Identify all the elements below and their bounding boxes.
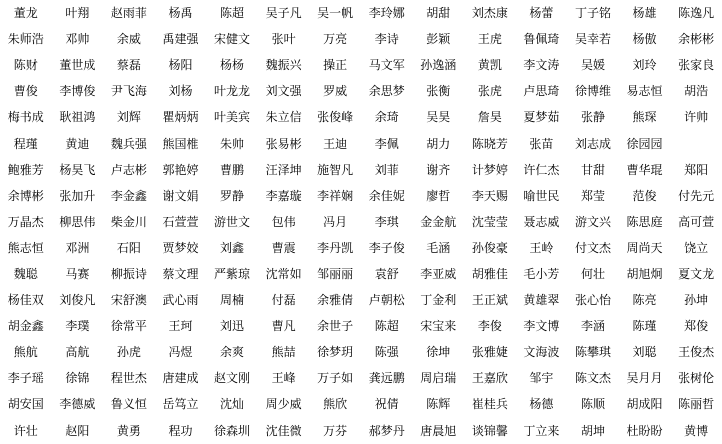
- name-cell: 陈逸凡: [678, 6, 715, 21]
- name-cell: 沈佳微: [265, 423, 302, 438]
- name-cell: 熊琛: [632, 110, 657, 125]
- name-cell: 余佳妮: [368, 188, 405, 203]
- name-cell: 黄博: [684, 423, 709, 438]
- name-cell: 陈财: [13, 58, 38, 73]
- name-cell: 熊志恒: [7, 240, 44, 255]
- name-cell: 刘迅: [220, 319, 245, 334]
- name-cell: 邹丽丽: [317, 266, 354, 281]
- name-cell: 邓洲: [65, 240, 90, 255]
- name-cell: 黄凯: [477, 58, 502, 73]
- name-cell: 李金鑫: [110, 188, 147, 203]
- name-cell: 吴幸若: [574, 32, 611, 47]
- name-cell: 卢思琦: [523, 84, 560, 99]
- name-cell: 胡甜: [426, 6, 451, 21]
- name-cell: 张加升: [59, 188, 96, 203]
- name-cell: 施智凡: [317, 162, 354, 177]
- name-cell: 刘志成: [574, 136, 611, 151]
- name-cell: 唐晨旭: [420, 423, 457, 438]
- name-cell: 夏梦茹: [523, 110, 560, 125]
- name-cell: 陈超: [220, 6, 245, 21]
- name-cell: 徐园园: [626, 136, 663, 151]
- name-cell: 孙坤: [684, 293, 709, 308]
- name-cell: 曹震: [271, 240, 296, 255]
- name-cell: 陈强: [374, 345, 399, 360]
- name-cell: 王正斌: [471, 293, 508, 308]
- name-cell: 罗静: [220, 188, 245, 203]
- name-cell: 黄勇: [116, 423, 141, 438]
- name-cell: 万芬: [323, 423, 348, 438]
- name-cell: 包伟: [271, 214, 296, 229]
- name-cell: 王岭: [529, 240, 554, 255]
- name-cell: 李亚威: [420, 266, 457, 281]
- name-cell: 游世文: [214, 214, 251, 229]
- name-cell: 何壮: [580, 266, 605, 281]
- name-cell: 张叶: [271, 32, 296, 47]
- name-cell: 贾梦姣: [162, 240, 199, 255]
- name-cell: 徐梦玥: [317, 345, 354, 360]
- name-cell: 胡金鑫: [7, 319, 44, 334]
- name-cell: 张苗: [529, 136, 554, 151]
- name-cell: 廖哲: [426, 188, 451, 203]
- name-cell: 谈锦馨: [471, 423, 508, 438]
- name-cell: 付磊: [271, 293, 296, 308]
- name-cell: 刘杰康: [471, 6, 508, 21]
- name-cell: 万晶杰: [7, 214, 44, 229]
- name-cell: 唐建成: [162, 371, 199, 386]
- name-cell: 崔桂兵: [471, 397, 508, 412]
- name-cell: 游文兴: [574, 214, 611, 229]
- name-cell: 曹凡: [271, 319, 296, 334]
- name-cell: 熊喆: [271, 345, 296, 360]
- name-cell: 陈晓芳: [471, 136, 508, 151]
- name-cell: 付文杰: [574, 240, 611, 255]
- name-cell: 孙逸涵: [420, 58, 457, 73]
- name-cell: 张衡: [426, 84, 451, 99]
- name-cell: 孙俊豪: [471, 240, 508, 255]
- name-cell: 李丹凯: [317, 240, 354, 255]
- name-cell: 胡成阳: [626, 397, 663, 412]
- name-cell: 尹飞海: [110, 84, 147, 99]
- name-cell: 张心怡: [574, 293, 611, 308]
- name-cell: 杨昊飞: [59, 162, 96, 177]
- name-cell: 熊欣: [323, 397, 348, 412]
- name-cell: 陈瑾: [632, 319, 657, 334]
- name-cell: 杨雄: [632, 6, 657, 21]
- name-cell: 刘杨: [168, 84, 193, 99]
- name-cell: 曹俊: [13, 84, 38, 99]
- name-cell: 胡浩: [684, 84, 709, 99]
- name-cell: 李博俊: [59, 84, 96, 99]
- name-cell: 杨阳: [168, 58, 193, 73]
- name-cell: 易志恒: [626, 84, 663, 99]
- name-cell: 曹华琨: [626, 162, 663, 177]
- name-cell: 金金航: [420, 214, 457, 229]
- name-cell: 熊国椎: [162, 136, 199, 151]
- name-cell: 石阳: [116, 240, 141, 255]
- name-cell: 冯煜: [168, 345, 193, 360]
- name-cell: 吴一帆: [317, 6, 354, 21]
- name-cell: 魏振兴: [265, 58, 302, 73]
- name-cell: 李诗: [374, 32, 399, 47]
- name-cell: 王嘉欣: [471, 371, 508, 386]
- name-cell: 陈亮: [632, 293, 657, 308]
- name-cell: 李琪: [374, 214, 399, 229]
- name-cell: 马文军: [368, 58, 405, 73]
- name-cell: 赵雨菲: [110, 6, 147, 21]
- name-cell: 余博彬: [7, 188, 44, 203]
- name-cell: 王珂: [168, 319, 193, 334]
- name-cell: 赵阳: [65, 423, 90, 438]
- name-cell: 范俊: [632, 188, 657, 203]
- name-cell: 卢志彬: [110, 162, 147, 177]
- name-cell: 罗威: [323, 84, 348, 99]
- name-cell: 吴子凡: [265, 6, 302, 21]
- name-cell: 徐常平: [110, 319, 147, 334]
- name-cell: 李佩: [374, 136, 399, 151]
- name-cell: 宋健文: [214, 32, 251, 47]
- name-cell: 刘鑫: [220, 240, 245, 255]
- name-cell: 丁子铭: [574, 6, 611, 21]
- name-cell: 黄雄翠: [523, 293, 560, 308]
- name-cell: 陈丽哲: [678, 397, 715, 412]
- name-cell: 余琦: [374, 110, 399, 125]
- name-cell: 徐锦: [65, 371, 90, 386]
- name-cell: 周少威: [265, 397, 302, 412]
- name-cell: 喻世民: [523, 188, 560, 203]
- name-cell: 邓帅: [65, 32, 90, 47]
- name-cell: 胡坤: [580, 423, 605, 438]
- name-cell: 陈辉: [426, 397, 451, 412]
- name-cell: 刘玲: [632, 58, 657, 73]
- name-cell: 刘聪: [632, 345, 657, 360]
- name-cell: 许壮: [13, 423, 38, 438]
- name-cell: 宋宝来: [420, 319, 457, 334]
- name-cell: 禹建强: [162, 32, 199, 47]
- name-cell: 郭艳婷: [162, 162, 199, 177]
- name-cell: 叶龙龙: [214, 84, 251, 99]
- name-cell: 沈常如: [265, 266, 302, 281]
- name-cell: 宋舒澳: [110, 293, 147, 308]
- name-cell: 黄迪: [65, 136, 90, 151]
- name-cell: 蔡文理: [162, 266, 199, 281]
- name-cell: 毛涵: [426, 240, 451, 255]
- name-cell: 徐坤: [426, 345, 451, 360]
- name-cell: 杨德: [529, 397, 554, 412]
- name-cell: 余彬彬: [678, 32, 715, 47]
- name-cell: 李文博: [523, 319, 560, 334]
- name-cell: 付先元: [678, 188, 715, 203]
- name-cell: 祝倩: [374, 397, 399, 412]
- name-cell: 郑莹: [580, 188, 605, 203]
- name-cell: 杨蕾: [529, 6, 554, 21]
- name-cell: 梅书成: [7, 110, 44, 125]
- name-cell: 刘菲: [374, 162, 399, 177]
- name-cell: 冯月: [323, 214, 348, 229]
- name-cell: 鲁佩琦: [523, 32, 560, 47]
- name-cell: 严紫琼: [214, 266, 251, 281]
- name-cell: 岳笃立: [162, 397, 199, 412]
- name-cell: 李德威: [59, 397, 96, 412]
- name-cell: 郑阳: [684, 162, 709, 177]
- name-cell: 朱师浩: [7, 32, 44, 47]
- name-cell: 石萱萱: [162, 214, 199, 229]
- name-cell: 余思梦: [368, 84, 405, 99]
- name-cell: 丁金利: [420, 293, 457, 308]
- name-cell: 沈莹莹: [471, 214, 508, 229]
- name-cell: 胡力: [426, 136, 451, 151]
- name-cell: 鲁义恒: [110, 397, 147, 412]
- name-cell: 郑俊: [684, 319, 709, 334]
- name-cell: 李祥娴: [317, 188, 354, 203]
- name-cell: 朱帅: [220, 136, 245, 151]
- name-cell: 许仁杰: [523, 162, 560, 177]
- name-cell: 袁舒: [374, 266, 399, 281]
- name-cell: 柳思伟: [59, 214, 96, 229]
- name-cell: 万子如: [317, 371, 354, 386]
- name-cell: 詹昊: [477, 110, 502, 125]
- name-cell: 程瑾: [13, 136, 38, 151]
- name-cell: 董龙: [13, 6, 38, 21]
- name-cell: 魏兵强: [110, 136, 147, 151]
- name-cell: 沈灿: [220, 397, 245, 412]
- name-cell: 孙虎: [116, 345, 141, 360]
- name-cell: 鲍雅芳: [7, 162, 44, 177]
- name-cell: 王俊杰: [678, 345, 715, 360]
- name-cell: 谢齐: [426, 162, 451, 177]
- name-cell: 刘文强: [265, 84, 302, 99]
- name-cell: 万亮: [323, 32, 348, 47]
- name-cell: 饶立: [684, 240, 709, 255]
- name-cell: 夏文龙: [678, 266, 715, 281]
- name-cell: 杨佳双: [7, 293, 44, 308]
- name-cell: 李天赐: [471, 188, 508, 203]
- name-cell: 聂志威: [523, 214, 560, 229]
- name-cell: 杨傲: [632, 32, 657, 47]
- name-cell: 熊航: [13, 345, 38, 360]
- name-cell: 许帅: [684, 110, 709, 125]
- name-cell: 柴金川: [110, 214, 147, 229]
- name-cell: 高可萱: [678, 214, 715, 229]
- name-cell: 刘辉: [116, 110, 141, 125]
- name-cell: 赵文刚: [214, 371, 251, 386]
- name-cell: 陈攀琪: [574, 345, 611, 360]
- name-cell: 王迪: [323, 136, 348, 151]
- name-cell: 李涵: [580, 319, 605, 334]
- name-cell: 陈超: [374, 319, 399, 334]
- name-cell: 毛小芳: [523, 266, 560, 281]
- name-cell: 谢文娟: [162, 188, 199, 203]
- name-cell: 蔡磊: [116, 58, 141, 73]
- name-cell: 杨杨: [220, 58, 245, 73]
- name-cell: 龚远鹏: [368, 371, 405, 386]
- name-cell: 甘甜: [580, 162, 605, 177]
- name-cell: 朱立信: [265, 110, 302, 125]
- name-cell: 李子俊: [368, 240, 405, 255]
- name-cell: 操正: [323, 58, 348, 73]
- name-cell: 周楠: [220, 293, 245, 308]
- name-cell: 李玲娜: [368, 6, 405, 21]
- name-cell: 陈文杰: [574, 371, 611, 386]
- name-cell: 胡雅佳: [471, 266, 508, 281]
- name-cell: 李嘉璇: [265, 188, 302, 203]
- name-cell: 程功: [168, 423, 193, 438]
- name-cell: 周启瑞: [420, 371, 457, 386]
- name-cell: 余威: [116, 32, 141, 47]
- name-cell: 吴月月: [626, 371, 663, 386]
- name-cell: 陈顺: [580, 397, 605, 412]
- name-cell: 汪泽坤: [265, 162, 302, 177]
- name-cell: 叶美宾: [214, 110, 251, 125]
- name-cell: 计梦婷: [471, 162, 508, 177]
- name-cell: 曹鹏: [220, 162, 245, 177]
- name-cell: 高航: [65, 345, 90, 360]
- name-cell: 武心雨: [162, 293, 199, 308]
- name-cell: 张俊峰: [317, 110, 354, 125]
- name-cell: 彭颖: [426, 32, 451, 47]
- name-cell: 余爽: [220, 345, 245, 360]
- name-cell: 余雅倩: [317, 293, 354, 308]
- name-cell: 余世子: [317, 319, 354, 334]
- name-cell: 周尚天: [626, 240, 663, 255]
- name-cell: 魏聪: [13, 266, 38, 281]
- name-cell: 丁立来: [523, 423, 560, 438]
- name-cell: 吴媛: [580, 58, 605, 73]
- name-cell: 马赛: [65, 266, 90, 281]
- name-cell: 邹宇: [529, 371, 554, 386]
- name-cell: 张雅婕: [471, 345, 508, 360]
- name-cell: 董世成: [59, 58, 96, 73]
- name-cell: 李子瑶: [7, 371, 44, 386]
- name-cell: 李璞: [65, 319, 90, 334]
- name-cell: 张易彬: [265, 136, 302, 151]
- name-cell: 张树伦: [678, 371, 715, 386]
- name-cell: 王虎: [477, 32, 502, 47]
- name-cell: 张静: [580, 110, 605, 125]
- name-cell: 刘俊凡: [59, 293, 96, 308]
- name-cell: [670, 130, 722, 156]
- name-cell: 叶翔: [65, 6, 90, 21]
- name-cell: 瞿炳炳: [162, 110, 199, 125]
- name-cell: 杜盼盼: [626, 423, 663, 438]
- name-cell: 张家良: [678, 58, 715, 73]
- name-cell: 李俊: [477, 319, 502, 334]
- name-cell: 陈思庭: [626, 214, 663, 229]
- name-cell: 王峰: [271, 371, 296, 386]
- name-cell: 卢朝松: [368, 293, 405, 308]
- name-cell: 张虎: [477, 84, 502, 99]
- name-cell: 吴昊: [426, 110, 451, 125]
- name-cell: 徐博维: [574, 84, 611, 99]
- name-cell: 耿祖鸿: [59, 110, 96, 125]
- name-cell: 李文涛: [523, 58, 560, 73]
- name-cell: 徐森圳: [214, 423, 251, 438]
- name-cell: 郝梦丹: [368, 423, 405, 438]
- name-cell: 胡安国: [7, 397, 44, 412]
- name-cell: 杨禹: [168, 6, 193, 21]
- name-cell: 程世杰: [110, 371, 147, 386]
- name-cell: 柳振诗: [110, 266, 147, 281]
- name-cell: 文海波: [523, 345, 560, 360]
- name-cell: 胡旭炯: [626, 266, 663, 281]
